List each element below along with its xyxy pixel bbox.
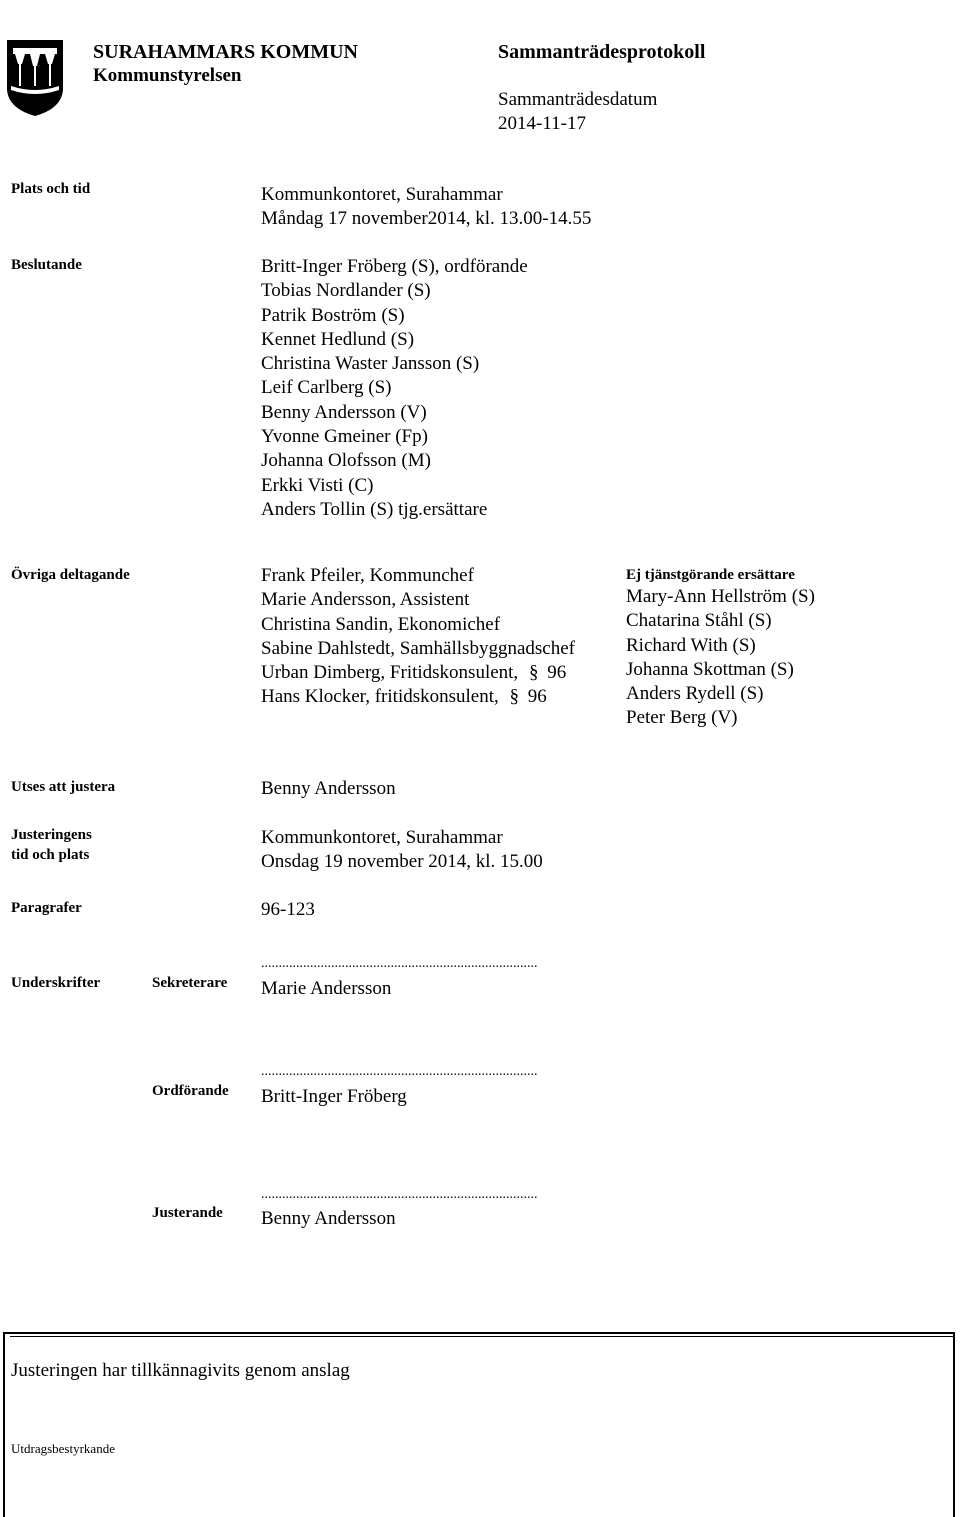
member-item: Johanna Olofsson (M) (261, 450, 431, 472)
justeringens-label-line: tid och plats (11, 847, 90, 863)
signer-role: Sekreterare (152, 975, 228, 991)
justeringens-label-line: Justeringens (11, 827, 92, 843)
member-item: Patrik Boström (S) (261, 304, 405, 326)
member-item: Yvonne Gmeiner (Fp) (261, 426, 428, 448)
signer-role: Justerande (152, 1205, 223, 1221)
member-item: Britt-Inger Fröberg (S), ordförande (261, 256, 528, 277)
ersattare-item: Peter Berg (V) (626, 707, 738, 729)
board-name: Kommunstyrelsen (93, 65, 242, 86)
ersattare-item: Richard With (S) (626, 634, 756, 656)
paragraph-ref: 96 (547, 662, 567, 684)
paragrafer-label: Paragrafer (11, 900, 82, 916)
plats-label: Plats och tid (11, 181, 91, 197)
ersattare-item: Mary-Ann Hellström (S) (626, 586, 815, 607)
document-type: Sammanträdesprotokoll (498, 41, 706, 63)
justera-value: Benny Andersson (261, 778, 396, 799)
justeringens-line: Onsdag 19 november 2014, kl. 15.00 (261, 851, 543, 873)
participant-text: Hans Klocker, fritidskonsulent, (261, 686, 499, 708)
signer-name: Benny Andersson (261, 1208, 396, 1229)
ersattare-item: Anders Rydell (S) (626, 683, 764, 705)
member-item: Tobias Nordlander (S) (261, 280, 431, 302)
participant-item: Marie Andersson, Assistent (261, 589, 470, 611)
signature-line: ............................................................................... (261, 1064, 538, 1079)
member-item: Leif Carlberg (S) (261, 377, 392, 399)
anslag-title: Justeringen har tillkännagivits genom anslag (11, 1360, 350, 1381)
municipality-logo (5, 38, 65, 118)
utdrag-label: Utdragsbestyrkande (11, 1441, 115, 1456)
section-sign: § (509, 686, 520, 708)
ovriga-label: Övriga deltagande (11, 567, 130, 583)
participant-item: Sabine Dahlstedt, Samhällsbyggnadschef (261, 637, 575, 659)
meeting-date-label: Sammanträdesdatum (498, 89, 658, 110)
signer-name: Marie Andersson (261, 978, 392, 999)
justeringens-label (11, 825, 92, 865)
beslutande-label: Beslutande (11, 257, 82, 273)
signer-name: Britt-Inger Fröberg (261, 1086, 407, 1107)
plats-value (261, 183, 591, 232)
plats-line: Måndag 17 november2014, kl. 13.00-14.55 (261, 208, 592, 230)
signature-line: ............................................................................... (261, 956, 538, 971)
justeringens-line: Kommunkontoret, Surahammar (261, 827, 503, 848)
signer-role: Ordförande (152, 1083, 229, 1099)
municipality-name: SURAHAMMARS KOMMUN (93, 41, 358, 63)
paragraph-ref: 96 (527, 686, 547, 708)
section-sign: § (528, 662, 539, 684)
member-item: Erkki Visti (C) (261, 474, 374, 496)
ovriga-list (261, 564, 575, 710)
underskrifter-label: Underskrifter (11, 975, 101, 991)
ersattare-item: Johanna Skottman (S) (626, 658, 794, 680)
ersattare-label: Ej tjänstgörande ersättare (626, 567, 795, 583)
signature-line: ............................................................................... (261, 1187, 538, 1202)
participant-item: Christina Sandin, Ekonomichef (261, 613, 501, 635)
meeting-date: 2014-11-17 (498, 113, 586, 134)
member-item: Kennet Hedlund (S) (261, 328, 415, 350)
participant-text: Urban Dimberg, Fritidskonsulent, (261, 662, 519, 684)
paragrafer-value: 96-123 (261, 899, 315, 920)
beslutande-list (261, 255, 528, 522)
member-item: Christina Waster Jansson (S) (261, 353, 480, 375)
plats-line: Kommunkontoret, Surahammar (261, 184, 503, 205)
member-item: Benny Andersson (V) (261, 401, 427, 423)
member-item: Anders Tollin (S) tjg.ersättare (261, 498, 488, 520)
participant-item: Frank Pfeiler, Kommunchef (261, 565, 474, 586)
ersattare-list (626, 585, 815, 731)
participant-item (261, 661, 575, 685)
justera-label: Utses att justera (11, 779, 116, 795)
justeringens-value (261, 826, 543, 875)
ersattare-item: Chatarina Ståhl (S) (626, 610, 772, 632)
participant-item (261, 685, 575, 709)
